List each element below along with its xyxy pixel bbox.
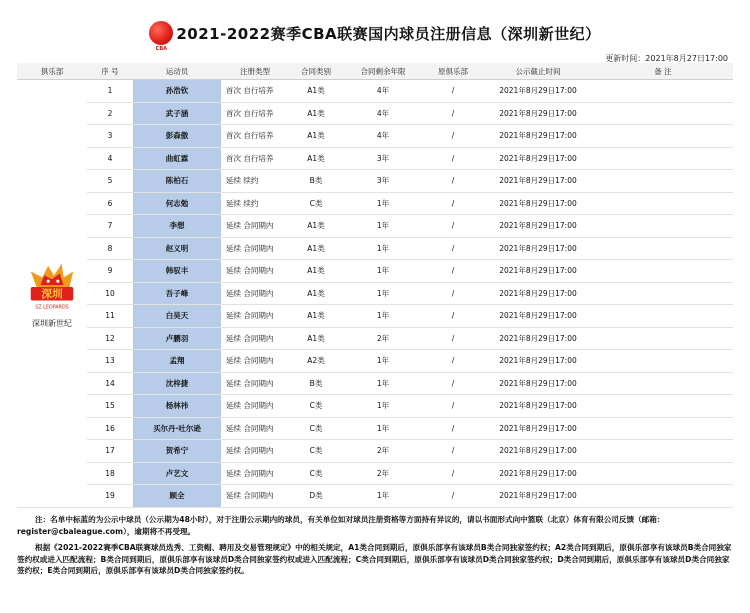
player-name: 孙浩钦	[133, 80, 221, 103]
table-row	[17, 395, 733, 418]
years-left: 1年	[343, 260, 423, 283]
row-no: 5	[87, 170, 133, 193]
orig-club: /	[423, 215, 483, 238]
deadline: 2021年8月29日17:00	[483, 192, 593, 215]
row-no: 6	[87, 192, 133, 215]
reg-type: 延续 续约	[221, 192, 289, 215]
row-no: 7	[87, 215, 133, 238]
orig-club: /	[423, 147, 483, 170]
note-regulation: 根据《2021-2022赛季CBA联赛球员选秀、工资帽、聘用及交易管理规定》中的相关规定，A1类合同到期后，原俱乐部享有该球员B类合同独家签约权；A2类合同到期后，原俱乐部享有该球员B类合同独家签约权或进入匹配流程；B类合同到期后，原俱乐部享有该球员D类合同独家签约权或进入匹配流程；C类合同到期后，原俱乐部享有该球员D类合同独家签约权；D类合同到期后，原俱乐部享有该球员D类合同独家签约权；E类合同到期后，原俱乐部享有该球员D类合同独家签约权。	[17, 543, 732, 575]
contract-type: A1类	[289, 237, 343, 260]
svg-text:SZ LEOPARDS: SZ LEOPARDS	[35, 305, 69, 311]
club-name: 深圳新世纪	[32, 318, 72, 328]
row-no: 4	[87, 147, 133, 170]
note	[593, 102, 733, 125]
row-no: 18	[87, 462, 133, 485]
contract-type: D类	[289, 485, 343, 508]
contract-type: A1类	[289, 260, 343, 283]
shenzhen-leopards-logo-icon	[23, 258, 81, 316]
orig-club: /	[423, 350, 483, 373]
row-no: 8	[87, 237, 133, 260]
note	[593, 80, 733, 103]
table-row	[17, 215, 733, 238]
table-row	[17, 125, 733, 148]
deadline: 2021年8月29日17:00	[483, 327, 593, 350]
years-left: 2年	[343, 440, 423, 463]
update-time: 更新时间：2021年8月27日17:00	[605, 54, 728, 63]
reg-type: 首次 自行培养	[221, 102, 289, 125]
table-row	[17, 350, 733, 373]
years-left: 2年	[343, 327, 423, 350]
row-no: 14	[87, 372, 133, 395]
table-row	[17, 147, 733, 170]
years-left: 4年	[343, 125, 423, 148]
contract-type: C类	[289, 192, 343, 215]
row-no: 3	[87, 125, 133, 148]
orig-club: /	[423, 192, 483, 215]
player-name: 卢艺文	[133, 462, 221, 485]
deadline: 2021年8月29日17:00	[483, 237, 593, 260]
player-name: 沈梓捷	[133, 372, 221, 395]
table-row	[17, 192, 733, 215]
note	[593, 462, 733, 485]
years-left: 1年	[343, 237, 423, 260]
deadline: 2021年8月29日17:00	[483, 440, 593, 463]
table-row	[17, 327, 733, 350]
reg-type: 延续 合同期内	[221, 327, 289, 350]
row-no: 9	[87, 260, 133, 283]
deadline: 2021年8月29日17:00	[483, 417, 593, 440]
player-name: 卢鹏羽	[133, 327, 221, 350]
orig-club: /	[423, 485, 483, 508]
reg-type: 延续 合同期内	[221, 372, 289, 395]
years-left: 1年	[343, 417, 423, 440]
note	[593, 192, 733, 215]
reg-type: 延续 合同期内	[221, 350, 289, 373]
deadline: 2021年8月29日17:00	[483, 282, 593, 305]
table-row	[17, 237, 733, 260]
table-row	[17, 260, 733, 283]
deadline: 2021年8月29日17:00	[483, 395, 593, 418]
club-cell	[17, 80, 87, 508]
contract-type: A1类	[289, 327, 343, 350]
note	[593, 125, 733, 148]
header-contract-type: 合同类别	[289, 63, 343, 80]
deadline: 2021年8月29日17:00	[483, 260, 593, 283]
title-row	[0, 20, 750, 46]
years-left: 1年	[343, 192, 423, 215]
contract-type: A1类	[289, 305, 343, 328]
deadline: 2021年8月29日17:00	[483, 305, 593, 328]
reg-type: 延续 续约	[221, 170, 289, 193]
table-row	[17, 372, 733, 395]
contract-type: C类	[289, 462, 343, 485]
contract-type: A1类	[289, 147, 343, 170]
deadline: 2021年8月29日17:00	[483, 102, 593, 125]
row-no: 15	[87, 395, 133, 418]
note	[593, 237, 733, 260]
years-left: 1年	[343, 282, 423, 305]
table-row	[17, 440, 733, 463]
reg-type: 延续 合同期内	[221, 237, 289, 260]
deadline: 2021年8月29日17:00	[483, 372, 593, 395]
orig-club: /	[423, 395, 483, 418]
orig-club: /	[423, 305, 483, 328]
player-name: 彭森傲	[133, 125, 221, 148]
notes-section	[17, 514, 733, 582]
row-no: 17	[87, 440, 133, 463]
player-name: 陈柏石	[133, 170, 221, 193]
reg-type: 延续 合同期内	[221, 417, 289, 440]
years-left: 3年	[343, 147, 423, 170]
years-left: 1年	[343, 215, 423, 238]
years-left: 1年	[343, 372, 423, 395]
reg-type: 延续 合同期内	[221, 395, 289, 418]
orig-club: /	[423, 125, 483, 148]
years-left: 1年	[343, 485, 423, 508]
reg-type: 首次 自行培养	[221, 147, 289, 170]
note	[593, 395, 733, 418]
contract-type: C类	[289, 395, 343, 418]
header-player: 运动员	[133, 63, 221, 80]
table-row	[17, 282, 733, 305]
years-left: 2年	[343, 462, 423, 485]
table-header-row	[17, 63, 733, 80]
reg-type: 延续 合同期内	[221, 485, 289, 508]
years-left: 4年	[343, 102, 423, 125]
orig-club: /	[423, 440, 483, 463]
svg-text:深圳: 深圳	[41, 287, 63, 301]
note	[593, 215, 733, 238]
note	[593, 485, 733, 508]
orig-club: /	[423, 237, 483, 260]
player-name: 赵义明	[133, 237, 221, 260]
orig-club: /	[423, 327, 483, 350]
player-name: 李想	[133, 215, 221, 238]
table-row	[17, 102, 733, 125]
player-name: 白昊天	[133, 305, 221, 328]
row-no: 2	[87, 102, 133, 125]
deadline: 2021年8月29日17:00	[483, 170, 593, 193]
contract-type: B类	[289, 170, 343, 193]
header-orig-club: 原俱乐部	[423, 63, 483, 80]
row-no: 11	[87, 305, 133, 328]
orig-club: /	[423, 80, 483, 103]
note	[593, 327, 733, 350]
deadline: 2021年8月29日17:00	[483, 147, 593, 170]
contract-type: A1类	[289, 80, 343, 103]
reg-type: 延续 合同期内	[221, 260, 289, 283]
orig-club: /	[423, 282, 483, 305]
deadline: 2021年8月29日17:00	[483, 350, 593, 373]
player-name: 武子涵	[133, 102, 221, 125]
player-name: 买尔丹·吐尔逊	[133, 417, 221, 440]
deadline: 2021年8月29日17:00	[483, 485, 593, 508]
row-no: 13	[87, 350, 133, 373]
row-no: 1	[87, 80, 133, 103]
orig-club: /	[423, 260, 483, 283]
reg-type: 延续 合同期内	[221, 215, 289, 238]
note	[593, 147, 733, 170]
deadline: 2021年8月29日17:00	[483, 80, 593, 103]
player-name: 杨林祎	[133, 395, 221, 418]
note	[593, 282, 733, 305]
reg-type: 首次 自行培养	[221, 80, 289, 103]
contract-type: B类	[289, 372, 343, 395]
row-no: 12	[87, 327, 133, 350]
player-name: 孟翔	[133, 350, 221, 373]
deadline: 2021年8月29日17:00	[483, 462, 593, 485]
years-left: 1年	[343, 350, 423, 373]
table-row	[17, 305, 733, 328]
note	[593, 170, 733, 193]
header-club: 俱乐部	[17, 63, 87, 80]
cba-logo-icon	[149, 21, 173, 45]
player-name: 韩驭丰	[133, 260, 221, 283]
reg-type: 延续 合同期内	[221, 462, 289, 485]
note	[593, 440, 733, 463]
contract-type: A1类	[289, 102, 343, 125]
note	[593, 260, 733, 283]
contract-type: A1类	[289, 282, 343, 305]
note	[593, 350, 733, 373]
note-disclaimer: 注：名单中标蓝的为公示中球员（公示期为48小时），对于注册公示期内的球员，有关单位如对球员注册资格等方面持有异议的，请以书面形式向中篮联（北京）体育有限公司反馈（邮箱：register@cbaleague.com），逾期将不再受理。	[17, 515, 665, 536]
player-name: 顾全	[133, 485, 221, 508]
orig-club: /	[423, 102, 483, 125]
page-title: 2021-2022赛季CBA联赛国内球员注册信息（深圳新世纪）	[176, 24, 601, 43]
header-deadline: 公示截止时间	[483, 63, 593, 80]
row-no: 19	[87, 485, 133, 508]
reg-type: 首次 自行培养	[221, 125, 289, 148]
header-no: 序 号	[87, 63, 133, 80]
note	[593, 305, 733, 328]
table-row	[17, 80, 733, 103]
orig-club: /	[423, 417, 483, 440]
player-name: 曲虹霖	[133, 147, 221, 170]
table-row	[17, 485, 733, 508]
years-left: 4年	[343, 80, 423, 103]
contract-type: A1类	[289, 125, 343, 148]
header-reg-type: 注册类型	[221, 63, 289, 80]
table-row	[17, 462, 733, 485]
table-row	[17, 170, 733, 193]
years-left: 1年	[343, 395, 423, 418]
note	[593, 372, 733, 395]
years-left: 3年	[343, 170, 423, 193]
row-no: 10	[87, 282, 133, 305]
table-row	[17, 417, 733, 440]
player-name: 何志勉	[133, 192, 221, 215]
player-name: 吾子峰	[133, 282, 221, 305]
header-note: 备 注	[593, 63, 733, 80]
deadline: 2021年8月29日17:00	[483, 125, 593, 148]
contract-type: C类	[289, 417, 343, 440]
row-no: 16	[87, 417, 133, 440]
contract-type: A1类	[289, 215, 343, 238]
orig-club: /	[423, 462, 483, 485]
player-name: 贺希宁	[133, 440, 221, 463]
contract-type: A2类	[289, 350, 343, 373]
note	[593, 417, 733, 440]
reg-type: 延续 合同期内	[221, 440, 289, 463]
deadline: 2021年8月29日17:00	[483, 215, 593, 238]
orig-club: /	[423, 372, 483, 395]
reg-type: 延续 合同期内	[221, 305, 289, 328]
contract-type: C类	[289, 440, 343, 463]
header-years-left: 合同剩余年限	[343, 63, 423, 80]
orig-club: /	[423, 170, 483, 193]
registration-table	[17, 63, 733, 508]
reg-type: 延续 合同期内	[221, 282, 289, 305]
years-left: 1年	[343, 305, 423, 328]
